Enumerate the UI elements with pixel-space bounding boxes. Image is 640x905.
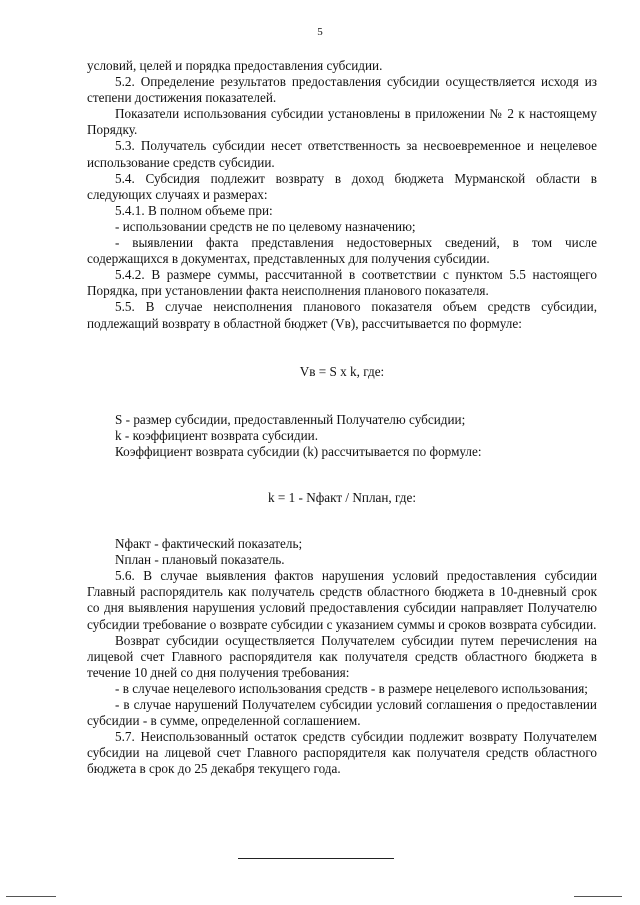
scan-edge-mark-left	[6, 896, 56, 897]
paragraph-5-5: 5.5. В случае неисполнения планового показателя объем средств субсидии, подлежащий возврату в областной бюджет (Vв), рассчитывается по формуле:	[87, 299, 597, 331]
list-item-false-info: - выявлении факта представления недостоверных сведений, в том числе содержащихся в документах, представленных для получения субсидии.	[87, 235, 597, 267]
paragraph-5-4-1: 5.4.1. В полном объеме при:	[115, 202, 273, 218]
paragraph-k-formula-intro: Коэффициент возврата субсидии (k) рассчитывается по формуле:	[115, 443, 482, 459]
paragraph-5-6: 5.6. В случае выявления фактов нарушения условий предоставления субсидии Главный распорядитель как получатель средств областного бюджета в 10-дневный срок со дня выявления нарушения условий предоставления субсидии направляет Получателю субсидии требование о возврате субсидии с указанием суммы и сроков возврата субсидии.	[87, 568, 597, 632]
paragraph-5-2: 5.2. Определение результатов предоставления субсидии осуществляется исходя из степени достижения показателей.	[87, 74, 597, 106]
definition-k: k - коэффициент возврата субсидии.	[115, 427, 318, 443]
paragraph-continuation: условий, целей и порядка предоставления субсидии.	[87, 58, 383, 73]
paragraph-5-4-2: 5.4.2. В размере суммы, рассчитанной в соответствии с пунктом 5.5 настоящего Порядка, при установлении факта неисполнения планового показателя.	[87, 267, 597, 299]
page-number: 5	[317, 26, 323, 38]
end-divider	[238, 858, 394, 859]
scan-edge-mark-right	[574, 896, 622, 897]
definition-n-fact: Nфакт - фактический показатель;	[115, 536, 303, 552]
paragraph-5-3: 5.3. Получатель субсидии несет ответственность за несвоевременное и нецелевое использование средств субсидии.	[87, 138, 597, 170]
definition-s: S - размер субсидии, предоставленный Получателю субсидии;	[115, 411, 466, 427]
paragraph-refund: Возврат субсидии осуществляется Получателем субсидии путем перечисления на лицевой счет Главного распорядителя как получателя средств областного бюджета в течение 10 дней со дня получения требования:	[87, 632, 597, 680]
paragraph-5-4: 5.4. Субсидия подлежит возврату в доход бюджета Мурманской области в следующих случаях и размерах:	[87, 170, 597, 202]
list-item-misuse-amount: - в случае нецелевого использования средств - в размере нецелевого использования;	[115, 680, 588, 696]
document-body	[87, 58, 597, 777]
formula-return-volume: Vв = S x k, где:	[299, 363, 385, 379]
list-item-misuse: - использовании средств не по целевому назначению;	[115, 218, 416, 234]
definition-n-plan: Nплан - плановый показатель.	[115, 552, 285, 568]
paragraph-indicators: Показатели использования субсидии установлены в приложении № 2 к настоящему Порядку.	[87, 106, 597, 138]
formula-coefficient: k = 1 - Nфакт / Nплан, где:	[267, 489, 417, 505]
list-item-agreement-breach: - в случае нарушений Получателем субсидии условий соглашения о предоставлении субсидии - в сумме, определенной соглашением.	[87, 697, 597, 729]
paragraph-5-7: 5.7. Неиспользованный остаток средств субсидии подлежит возврату Получателем субсидии на лицевой счет Главного распорядителя как получателя средств областного бюджета в срок до 25 декабря текущего года.	[87, 729, 597, 777]
